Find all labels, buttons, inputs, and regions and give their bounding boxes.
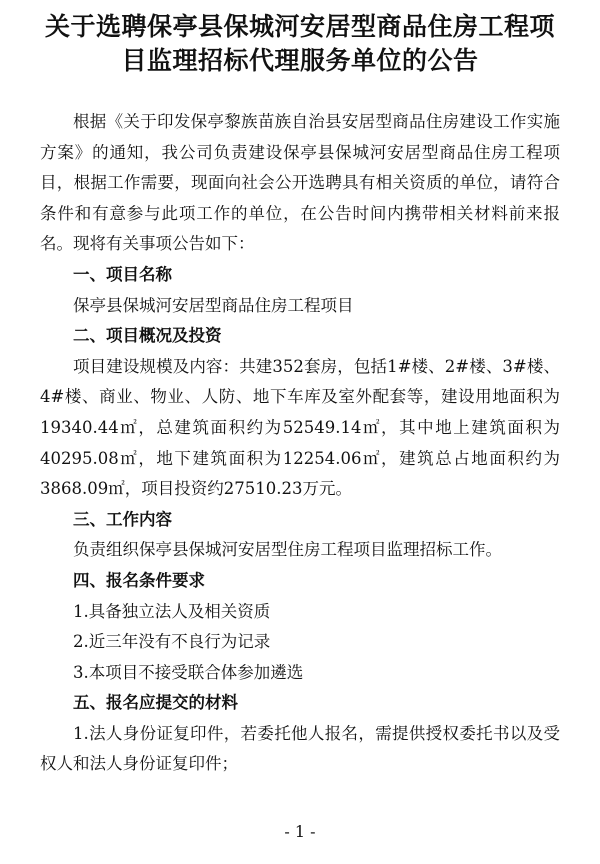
project-name-text: 保亭县保城河安居型商品住房工程项目 xyxy=(73,295,354,315)
section-heading-overview: 二、项目概况及投资 xyxy=(73,326,222,346)
document-body xyxy=(40,107,560,780)
material-item: 1.法人身份证复印件，若委托他人报名，需提供授权委托书以及受权人和法人身份证复印件； xyxy=(40,723,560,774)
section-heading-materials: 五、报名应提交的材料 xyxy=(73,693,238,713)
work-content-text: 负责组织保亭县保城河安居型住房工程项目监理招标工作。 xyxy=(73,540,502,560)
section-heading-project-name: 一、项目名称 xyxy=(73,264,172,284)
requirement-item: 3.本项目不接受联合体参加遴选 xyxy=(73,662,304,682)
title-line-1: 关于选聘保亭县保城河安居型商品住房工程项 xyxy=(44,12,555,41)
requirement-item: 1.具备独立法人及相关资质 xyxy=(73,601,271,621)
section-heading-work-content: 三、工作内容 xyxy=(73,509,172,529)
page-number: - 1 - xyxy=(284,822,316,841)
document-title xyxy=(20,10,580,78)
section-heading-requirements: 四、报名条件要求 xyxy=(73,570,205,590)
intro-paragraph: 根据《关于印发保亭黎族苗族自治县安居型商品住房建设工作实施方案》的通知，我公司负责建设保亭县保城河安居型商品住房工程项目，根据工作需要，现面向社会公开选聘具有相关资质的单位，请符合条件和有意参与此项工作的单位，在公告时间内携带相关材料前来报名。现将有关事项公告如下： xyxy=(40,112,560,254)
overview-text: 项目建设规模及内容：共建352套房，包括1#楼、2#楼、3#楼、4#楼、商业、物业、人防、地下车库及室外配套等，建设用地面积为19340.44㎡，总建筑面积约为52549.14㎡，其中地上建筑面积为40295.08㎡，地下建筑面积为12254.06㎡，建筑总占地面积约为3868.09㎡，项目投资约27510.23万元。 xyxy=(40,356,560,499)
requirement-item: 2.近三年没有不良行为记录 xyxy=(73,632,271,652)
title-line-2: 目监理招标代理服务单位的公告 xyxy=(121,46,479,75)
